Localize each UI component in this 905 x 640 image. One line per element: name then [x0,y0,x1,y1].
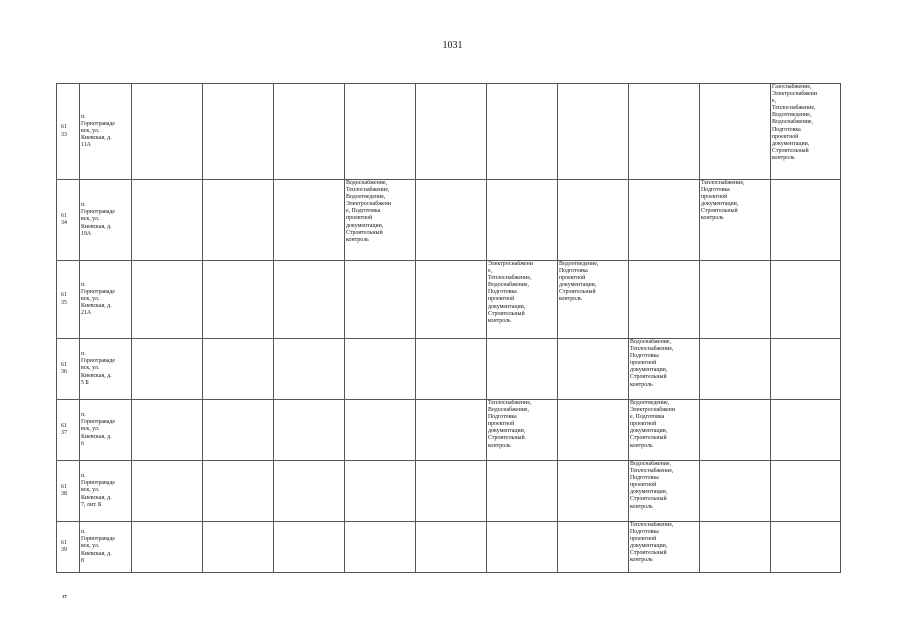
address-cell: п. Горнотраваде вск, ул. Киевская, д. 19А [80,180,132,261]
work-cell [558,84,629,180]
address-cell: п. Горнотраваде вск, ул. Киевская, д. 7, лит. Б [80,461,132,522]
work-cell: Теплоснабжение, Водоснабжение, Подготовка проектной документации, Строительный контроль [487,400,558,461]
work-cell [416,522,487,573]
work-cell [203,461,274,522]
work-cell [203,400,274,461]
row-number-cell: 61 35 [57,261,80,339]
address-cell: п. Горнотраваде вск, ул. Киевская, д. 5 Б [80,339,132,400]
work-cell [203,339,274,400]
work-cell [487,339,558,400]
work-cell [771,522,841,573]
work-cell [132,84,203,180]
work-cell [132,461,203,522]
row-number-cell: 61 33 [57,84,80,180]
work-cell: Водоснабжение, Теплоснабжение, Подготовка проектной документации, Строительный контроль [629,339,700,400]
work-cell [771,339,841,400]
page-number: 1031 [442,40,463,51]
work-cell [274,84,345,180]
table-row [57,261,841,339]
work-cell [132,339,203,400]
work-cell [416,400,487,461]
work-cell [274,400,345,461]
table-row [57,461,841,522]
work-cell [203,261,274,339]
work-cell [345,261,416,339]
row-number-cell: 61 39 [57,522,80,573]
work-cell: Водоснабжение, Теплоснабжение, Подготовка проектной документации, Строительный контроль [629,461,700,522]
work-cell [274,261,345,339]
work-cell: Теплоснабжение, Подготовка проектной документации, Строительный контроль [629,522,700,573]
work-cell [416,461,487,522]
table-row [57,180,841,261]
work-cell [132,261,203,339]
address-cell: п. Горнотраваде вск, ул. Киевская, д. 6 [80,400,132,461]
work-cell [771,400,841,461]
work-cell [416,339,487,400]
row-number-cell: 61 36 [57,339,80,400]
work-cell [629,180,700,261]
work-cell [132,522,203,573]
address-cell: п. Горнотраваде вск, ул. Киевская, д. 11А [80,84,132,180]
work-cell [700,261,771,339]
work-cell [203,522,274,573]
table-row [57,522,841,573]
work-cell [345,339,416,400]
work-cell [487,84,558,180]
work-cell [345,400,416,461]
work-cell: Водоотведение, Подготовка проектной документации, Строительный контроль [558,261,629,339]
row-number-cell: 61 34 [57,180,80,261]
work-cell: Газоснабжение, Электроснабжени е, Теплоснабжение, Водоотведение, Водоснабжение, Подготовка проектной документации, Строительный контроль [771,84,841,180]
work-cell [700,461,771,522]
work-cell [700,339,771,400]
work-cell [558,180,629,261]
table-row [57,84,841,180]
work-cell [629,261,700,339]
work-cell [203,180,274,261]
work-cell [416,84,487,180]
work-cell: Теплоснабжение, Подготовка проектной документации, Строительный контроль [700,180,771,261]
work-cell [416,180,487,261]
work-cell: Электроснабжени е, Теплоснабжение, Водоснабжение, Подготовка проектной документации, Строительный контроль [487,261,558,339]
row-number-cell: 61 37 [57,400,80,461]
work-cell [558,461,629,522]
work-cell [416,261,487,339]
work-cell [132,180,203,261]
work-cell [487,461,558,522]
work-cell: Водоотведение, Электроснабжени е, Подготовка проектной документации, Строительный контроль [629,400,700,461]
works-table [56,83,841,573]
table-body [57,84,841,573]
work-cell [203,84,274,180]
work-cell [700,84,771,180]
address-cell: п. Горнотраваде вск, ул. Киевская, д. 21А [80,261,132,339]
work-cell [345,84,416,180]
footer-mark: зт [62,594,67,600]
work-cell [558,522,629,573]
work-cell [274,339,345,400]
work-cell [771,461,841,522]
table-row [57,339,841,400]
work-cell [558,339,629,400]
work-cell: Водоснабжение, Теплоснабжение, Водоотведение, Электроснабжени е, Подготовка проектной документации, Строительный контроль [345,180,416,261]
work-cell [487,180,558,261]
work-cell [558,400,629,461]
work-cell [274,522,345,573]
work-cell [274,180,345,261]
work-cell [345,522,416,573]
address-cell: п. Горнотраваде вск, ул. Киевская, д. 8 [80,522,132,573]
table-row [57,400,841,461]
work-cell [345,461,416,522]
work-cell [700,400,771,461]
work-cell [700,522,771,573]
work-cell [629,84,700,180]
work-cell [487,522,558,573]
work-cell [132,400,203,461]
work-cell [771,180,841,261]
work-cell [771,261,841,339]
row-number-cell: 61 38 [57,461,80,522]
work-cell [274,461,345,522]
